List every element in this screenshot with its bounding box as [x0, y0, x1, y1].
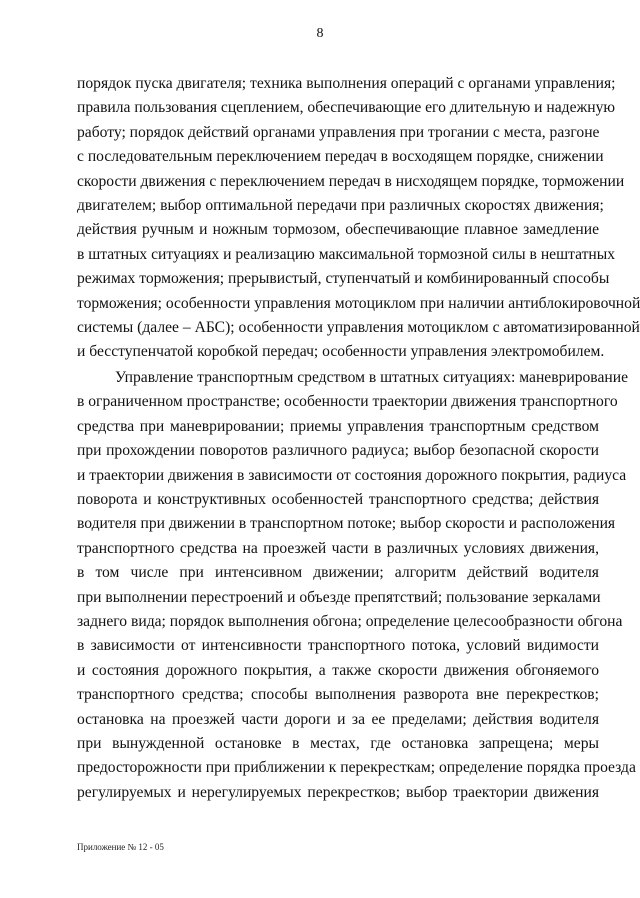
text-line: поворота и конструктивных особенностей транспортного средства; действия — [77, 490, 599, 508]
text-line: с последовательным переключением передач в восходящем порядке, снижении — [77, 148, 604, 166]
text-line: и траектории движения в зависимости от состояния дорожного покрытия, радиуса — [77, 466, 627, 484]
paragraph-2 — [77, 366, 636, 805]
text-line: при прохождении поворотов различного радиуса; выбор безопасной скорости — [77, 442, 599, 460]
text-line: порядок пуска двигателя; техника выполнения операций с органами управления; — [77, 75, 616, 92]
text-line: водителя при движении в транспортном потоке; выбор скорости и расположения — [77, 515, 616, 533]
text-line: транспортного средства на проезжей части в различных условиях движения, — [77, 539, 599, 557]
text-line: торможения; особенности управления мотоциклом при наличии антиблокировочной — [77, 294, 640, 312]
text-line: режимах торможения; прерывистый, ступенчатый и комбинированный способы — [77, 270, 610, 288]
text-line: системы (далее – АБС); особенности управления мотоциклом с автоматизированной — [77, 319, 640, 337]
text-line: заднего вида; порядок выполнения обгона; определение целесообразности обгона — [77, 612, 623, 630]
text-line: и бесступенчатой коробкой передач; особенности управления электромобилем. — [77, 343, 605, 361]
text-line: предосторожности при приближении к перекресткам; определение порядка проезда — [77, 759, 636, 777]
text-line: работу; порядок действий органами управления при трогании с места, разгоне — [77, 123, 600, 141]
text-line: правила пользования сцеплением, обеспечивающие его длительную и надежную — [77, 99, 616, 117]
text-line: остановка на проезжей части дороги и за ее пределами; действия водителя — [77, 710, 599, 728]
text-line: и состояния дорожного покрытия, а также скорости движения обгоняемого — [77, 661, 599, 679]
text-line: Управление транспортным средством в штатных ситуациях: маневрирование — [115, 368, 628, 386]
text-line: действия ручным и ножным тормозом, обеспечивающие плавное замедление — [77, 221, 599, 239]
text-line: средства при маневрировании; приемы управления транспортным средством — [77, 417, 599, 435]
text-line: в ограниченном пространстве; особенности траектории движения транспортного — [77, 393, 618, 411]
text-line: двигателем; выбор оптимальной передачи при различных скоростях движения; — [77, 197, 604, 215]
text-line: в штатных ситуациях и реализацию максимальной тормозной силы в нештатных — [77, 245, 616, 263]
page-number: 8 — [316, 26, 324, 41]
text-line: при выполнении перестроений и объезде препятствий; пользование зеркалами — [77, 588, 601, 606]
text-line: при вынужденной остановке в местах, где остановка запрещена; меры — [77, 734, 599, 752]
text-line: в зависимости от интенсивности транспортного потока, условий видимости — [77, 637, 599, 655]
text-line: в том числе при интенсивном движении; алгоритм действий водителя — [77, 564, 599, 582]
text-line: регулируемых и нерегулируемых перекрестков; выбор траектории движения — [77, 783, 599, 801]
footer-appendix-label: Приложение № 12 - 05 — [77, 842, 164, 852]
paragraph-1 — [77, 72, 640, 365]
text-line: скорости движения с переключением передач в нисходящем порядке, торможении — [77, 172, 625, 190]
text-line: транспортного средства; способы выполнения разворота вне перекрестков; — [77, 686, 599, 704]
document-body — [77, 72, 640, 805]
